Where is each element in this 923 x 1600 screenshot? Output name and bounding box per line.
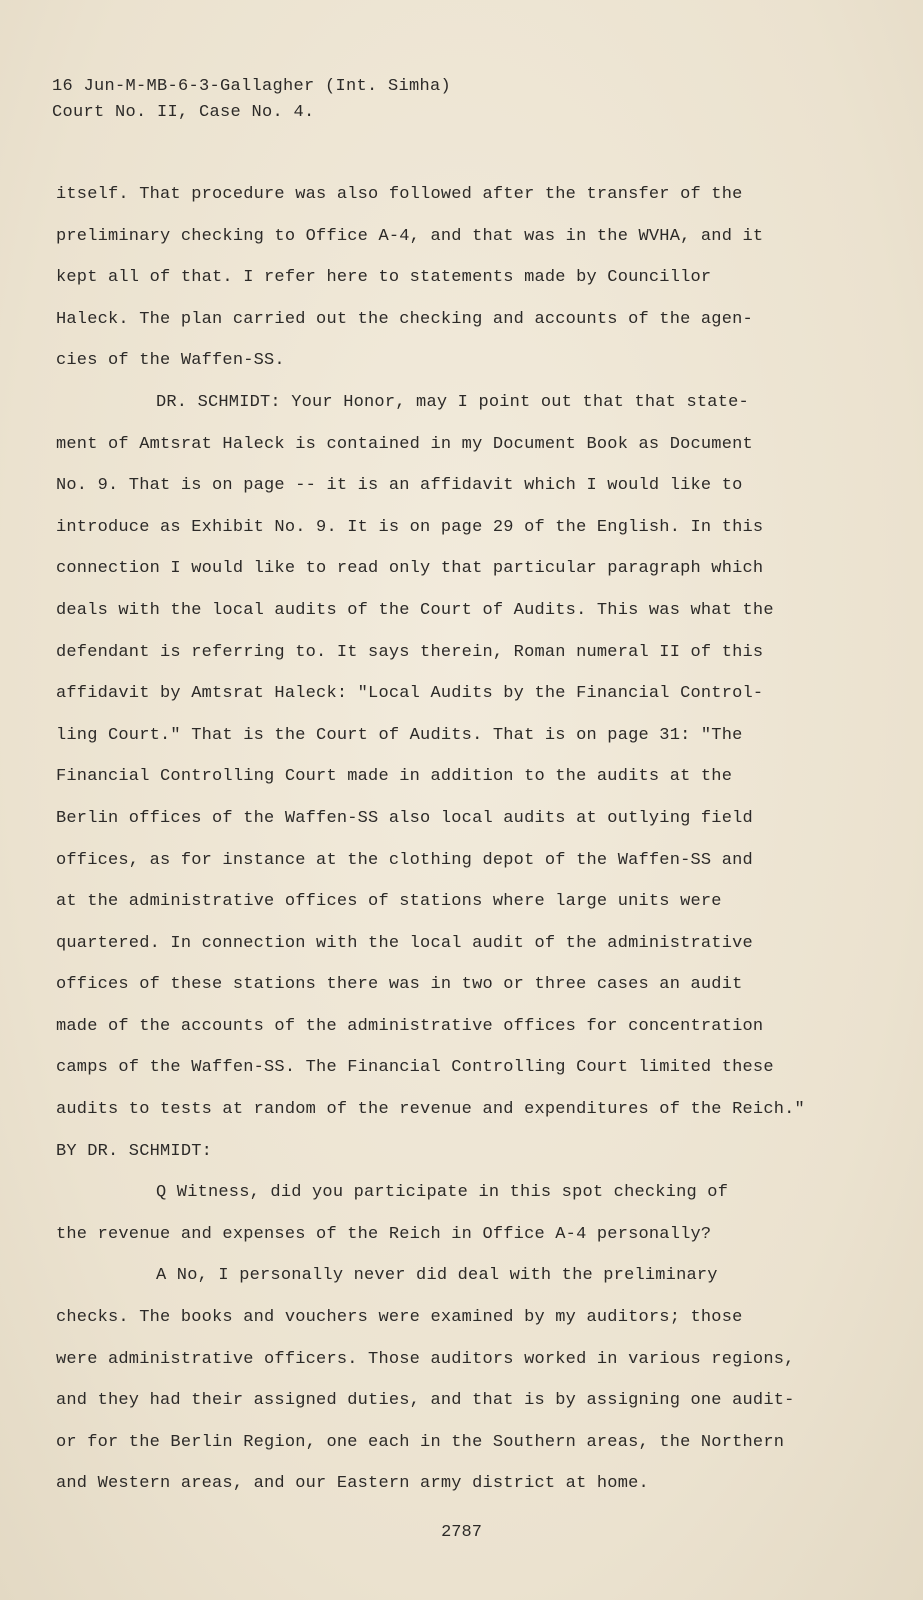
- document-header: [52, 74, 451, 126]
- transcript-line: offices, as for instance at the clothing depot of the Waffen-SS and: [56, 850, 753, 870]
- transcript-line: connection I would like to read only that particular paragraph which: [56, 559, 764, 579]
- transcript-line: BY DR. SCHMIDT:: [56, 1141, 213, 1161]
- page-number: 2787: [441, 1523, 482, 1542]
- transcript-line: DR. SCHMIDT: Your Honor, may I point out that that state-: [156, 392, 749, 412]
- transcript-line: were administrative officers. Those auditors worked in various regions,: [56, 1349, 795, 1369]
- transcript-line: camps of the Waffen-SS. The Financial Controlling Court limited these: [56, 1058, 774, 1078]
- transcript-line: at the administrative offices of stations where large units were: [56, 892, 722, 912]
- transcript-line: made of the accounts of the administrative offices for concentration: [56, 1016, 764, 1036]
- transcript-line: Haleck. The plan carried out the checking and accounts of the agen-: [56, 309, 753, 329]
- transcript-line: deals with the local audits of the Court of Audits. This was what the: [56, 600, 774, 620]
- transcript-line: the revenue and expenses of the Reich in Office A-4 personally?: [56, 1224, 712, 1244]
- transcript-line: No. 9. That is on page -- it is an affidavit which I would like to: [56, 476, 743, 496]
- transcript-body: [56, 174, 876, 1505]
- transcript-line: and they had their assigned duties, and that is by assigning one audit-: [56, 1391, 795, 1411]
- transcript-line: kept all of that. I refer here to statements made by Councillor: [56, 268, 712, 288]
- transcript-line: Berlin offices of the Waffen-SS also local audits at outlying field: [56, 808, 753, 828]
- transcript-line: affidavit by Amtsrat Haleck: "Local Audits by the Financial Control-: [56, 684, 764, 704]
- transcript-line: defendant is referring to. It says therein, Roman numeral II of this: [56, 642, 764, 662]
- transcript-line: quartered. In connection with the local audit of the administrative: [56, 933, 753, 953]
- transcript-line: Q Witness, did you participate in this spot checking of: [156, 1183, 729, 1203]
- transcript-line: preliminary checking to Office A-4, and that was in the WVHA, and it: [56, 226, 764, 246]
- transcript-line: itself. That procedure was also followed after the transfer of the: [56, 185, 743, 204]
- transcript-line: cies of the Waffen-SS.: [56, 351, 285, 371]
- transcript-line: ling Court." That is the Court of Audits. That is on page 31: "The: [56, 725, 743, 745]
- transcript-line: or for the Berlin Region, one each in the Southern areas, the Northern: [56, 1432, 785, 1452]
- transcript-line: A No, I personally never did deal with the preliminary: [156, 1266, 718, 1286]
- header-court-case: Court No. II, Case No. 4.: [52, 103, 315, 122]
- transcript-line: introduce as Exhibit No. 9. It is on page 29 of the English. In this: [56, 517, 764, 537]
- transcript-line: audits to tests at random of the revenue and expenditures of the Reich.": [56, 1100, 805, 1120]
- transcript-line: checks. The books and vouchers were examined by my auditors; those: [56, 1308, 743, 1328]
- transcript-line: and Western areas, and our Eastern army district at home.: [56, 1474, 649, 1494]
- header-case-reference: 16 Jun-M-MB-6-3-Gallagher (Int. Simha): [52, 77, 452, 96]
- transcript-line: offices of these stations there was in two or three cases an audit: [56, 975, 743, 995]
- transcript-line: Financial Controlling Court made in addition to the audits at the: [56, 767, 733, 787]
- transcript-line: ment of Amtsrat Haleck is contained in my Document Book as Document: [56, 434, 753, 454]
